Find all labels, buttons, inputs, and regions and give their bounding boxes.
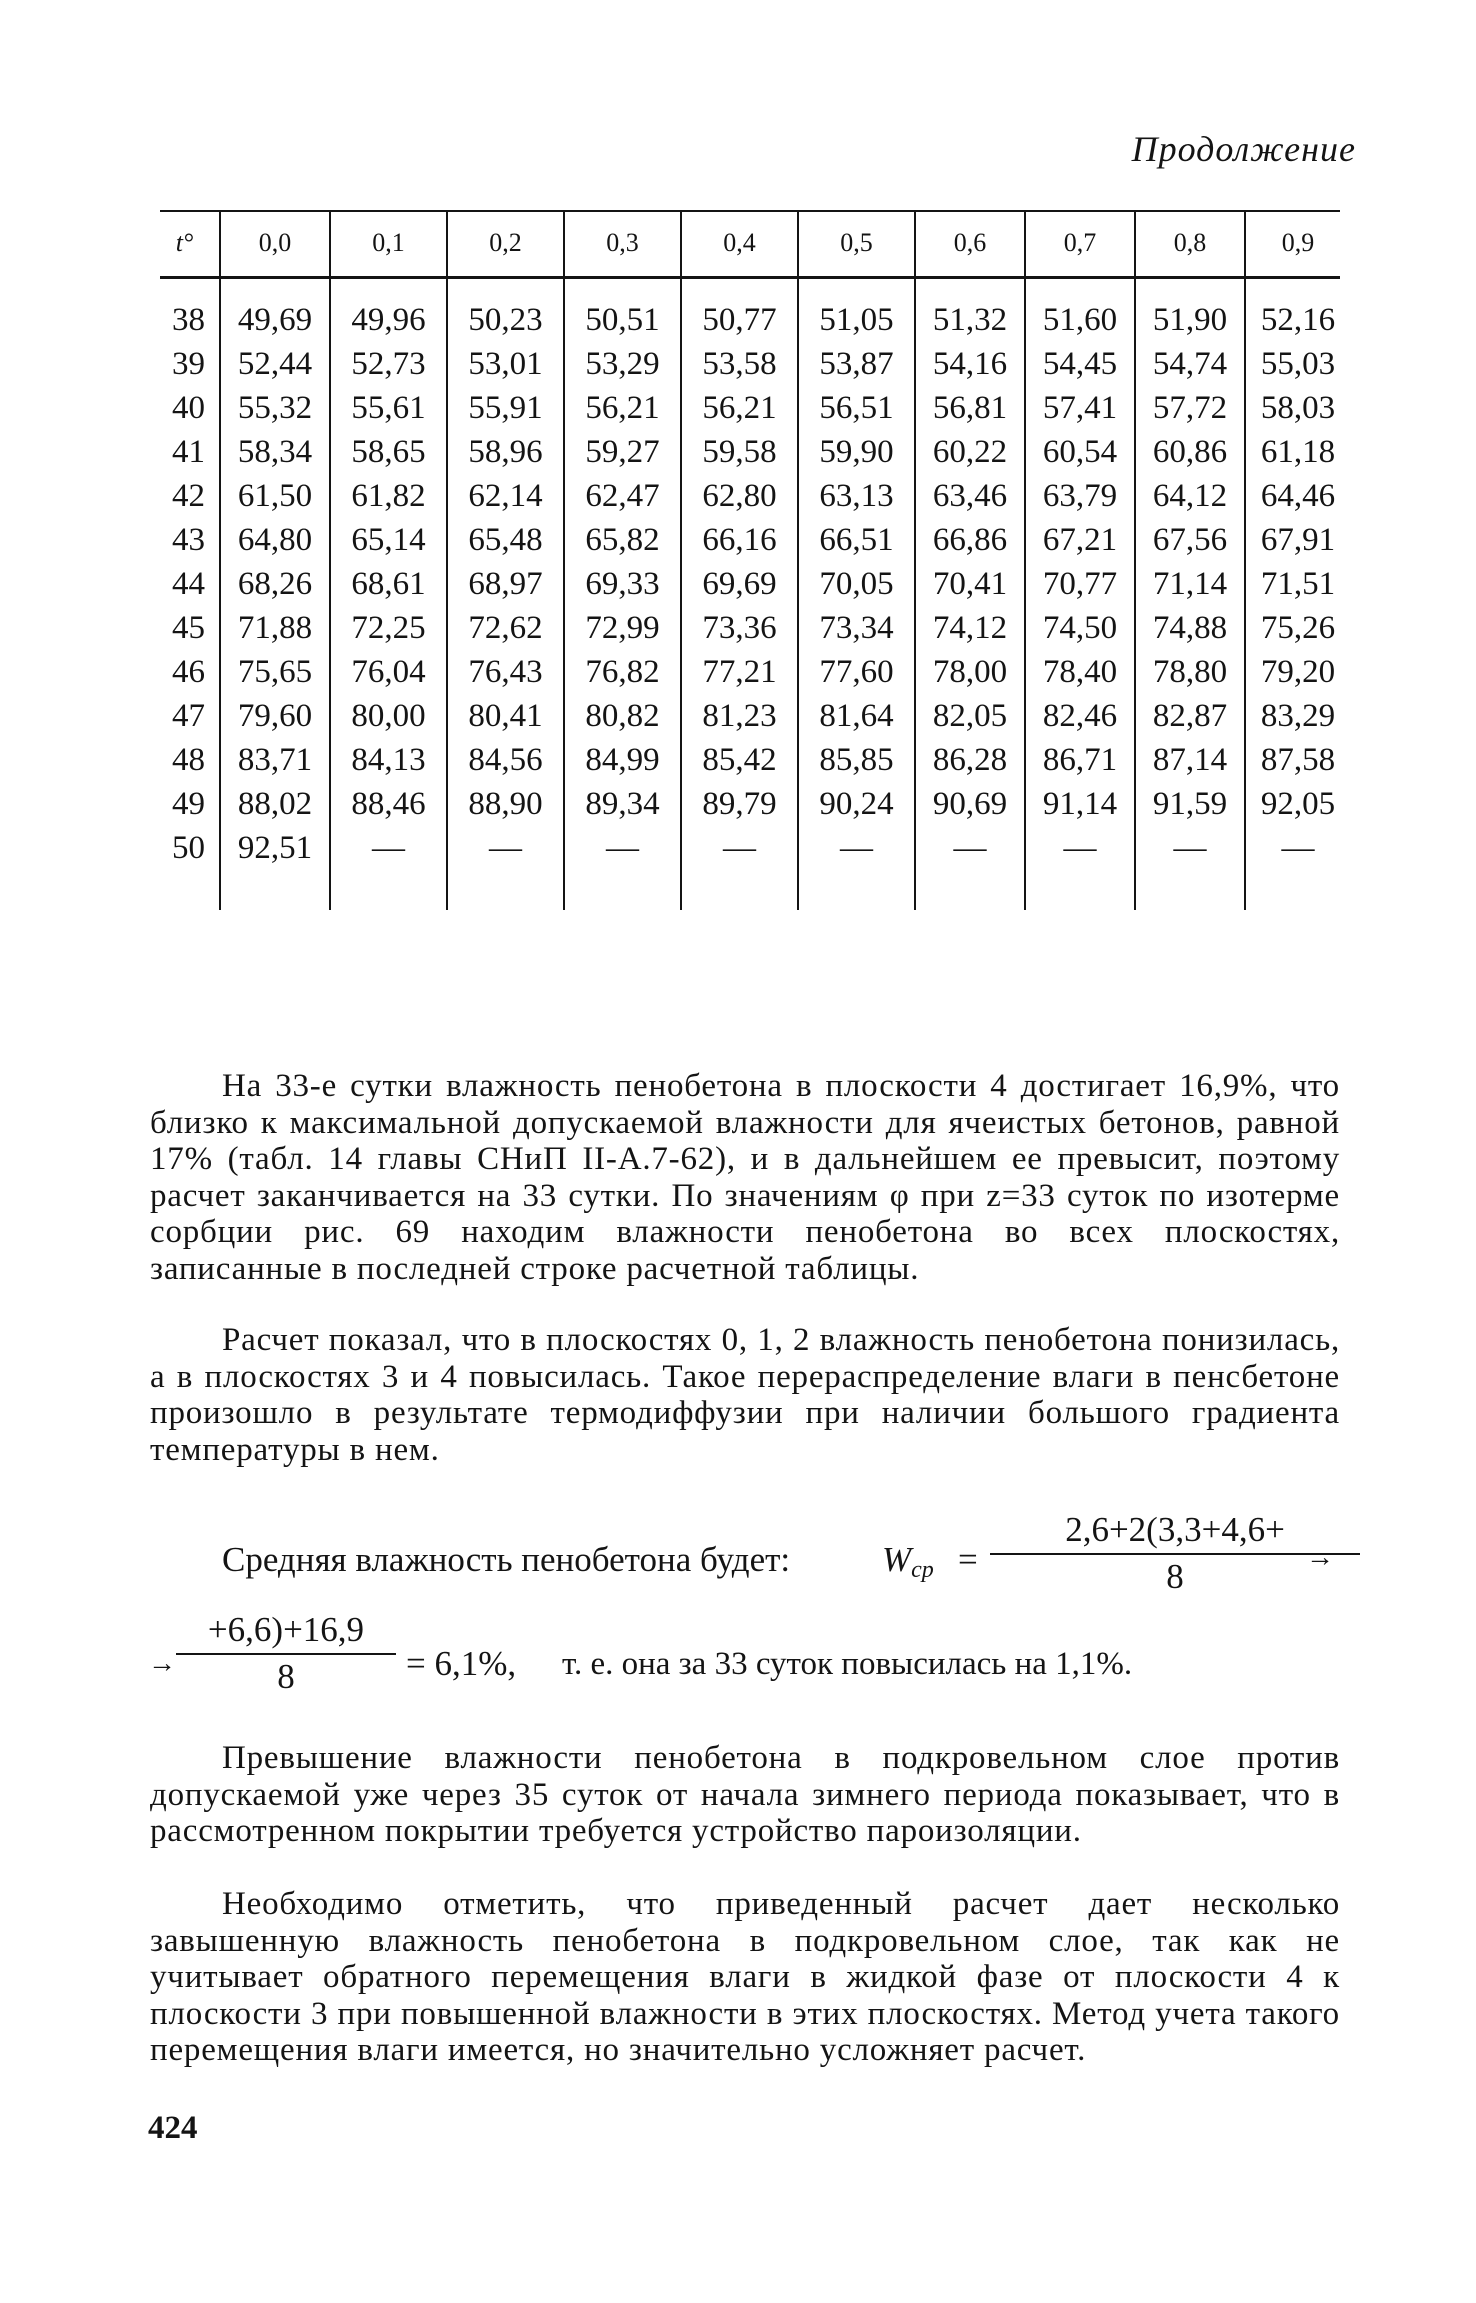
table-cell: 89,34 — [564, 782, 681, 826]
table-cell: 82,05 — [915, 694, 1025, 738]
equation-line-2 — [148, 1610, 1338, 1700]
table-cell: 65,82 — [564, 518, 681, 562]
table-cell: 56,81 — [915, 386, 1025, 430]
table-cell: 54,74 — [1135, 342, 1245, 386]
table-cell: 76,43 — [447, 650, 564, 694]
fraction-1-bar — [990, 1553, 1360, 1555]
column-header: 0,3 — [564, 210, 681, 276]
table-cell: 59,27 — [564, 430, 681, 474]
table-cell: 74,12 — [915, 606, 1025, 650]
column-header: 0,0 — [220, 210, 330, 276]
table-cell: 83,71 — [220, 738, 330, 782]
table-cell: 84,13 — [330, 738, 447, 782]
equation-line-1 — [222, 1510, 1342, 1600]
spacer-cell — [150, 276, 220, 298]
table-cell: 78,00 — [915, 650, 1025, 694]
table-cell: 72,25 — [330, 606, 447, 650]
table-cell: 50,77 — [681, 298, 798, 342]
table-cell: 87,14 — [1135, 738, 1245, 782]
table-cell: 58,34 — [220, 430, 330, 474]
table-cell: 69,33 — [564, 562, 681, 606]
table-cell: 86,28 — [915, 738, 1025, 782]
table-row — [150, 650, 1350, 694]
arrow-icon: → — [148, 1648, 176, 1679]
table-cell: 64,12 — [1135, 474, 1245, 518]
tail-cell — [330, 870, 447, 910]
table-cell: 88,02 — [220, 782, 330, 826]
table-cell: 51,90 — [1135, 298, 1245, 342]
table-cell: 50,23 — [447, 298, 564, 342]
spacer-cell — [330, 276, 447, 298]
column-header: 0,1 — [330, 210, 447, 276]
table-cell: 71,14 — [1135, 562, 1245, 606]
paragraph-3: Превышение влажности пенобетона в подкровельном слое против допускаемой уже через 35 суток от начала зимнего периода показывает, что в рассмотренном покрытии требуется устройство пароизоляции. — [150, 1740, 1340, 1849]
tail-cell — [915, 870, 1025, 910]
column-header: 0,5 — [798, 210, 915, 276]
table-cell: 51,05 — [798, 298, 915, 342]
table-cell: 78,40 — [1025, 650, 1135, 694]
table-cell: 79,60 — [220, 694, 330, 738]
table-cell: 73,36 — [681, 606, 798, 650]
row-temperature: 45 — [172, 610, 205, 646]
tail-cell — [220, 870, 330, 910]
table-cell: 66,51 — [798, 518, 915, 562]
table-cell: 65,14 — [330, 518, 447, 562]
table-cell: 53,29 — [564, 342, 681, 386]
table-cell: 71,51 — [1245, 562, 1350, 606]
tail-cell — [1245, 870, 1350, 910]
table-row — [150, 782, 1350, 826]
tail-cell — [681, 870, 798, 910]
table-cell: 58,96 — [447, 430, 564, 474]
table-cell: 71,88 — [220, 606, 330, 650]
table-cell: 85,85 — [798, 738, 915, 782]
table-row — [150, 826, 1350, 870]
table-cell: 83,29 — [1245, 694, 1350, 738]
table-row — [150, 562, 1350, 606]
table-cell: 86,71 — [1025, 738, 1135, 782]
tail-cell — [447, 870, 564, 910]
table-cell: 70,05 — [798, 562, 915, 606]
equation-result: = 6,1%, — [406, 1644, 517, 1683]
row-temperature: 47 — [172, 698, 205, 734]
table-cell: 87,58 — [1245, 738, 1350, 782]
table-cell: — — [564, 826, 681, 870]
table-cell: 65,48 — [447, 518, 564, 562]
fraction-2 — [176, 1610, 396, 1695]
table-cell: 54,16 — [915, 342, 1025, 386]
table-cell: 75,65 — [220, 650, 330, 694]
table-cell: 52,73 — [330, 342, 447, 386]
fraction-2-denominator: 8 — [277, 1657, 295, 1696]
table-cell: — — [681, 826, 798, 870]
column-header: 0,8 — [1135, 210, 1245, 276]
paragraph-1: На 33-е сутки влажность пенобетона в плоскости 4 достигает 16,9%, что близко к максимальной допускаемой влажности для ячеистых бетонов, равной 17% (табл. 14 главы СНиП II-А.7-62), и в дальнейшем ее превысит, поэтому расчет заканчивается на 33 сутки. По значениям φ при z=33 суток по изотерме сорбции рис. 69 находим влажности пенобетона во всех плоскостях, записанные в последней строке расчетной таблицы. — [150, 1068, 1340, 1287]
table-cell: 70,41 — [915, 562, 1025, 606]
table-cell: 81,64 — [798, 694, 915, 738]
table-cell: 91,14 — [1025, 782, 1135, 826]
column-header: 0,6 — [915, 210, 1025, 276]
table-cell: 80,82 — [564, 694, 681, 738]
row-temperature: 42 — [172, 478, 205, 514]
table-cell: 51,32 — [915, 298, 1025, 342]
table-tail-row — [150, 870, 1350, 910]
table-cell: 56,51 — [798, 386, 915, 430]
table-cell: 75,26 — [1245, 606, 1350, 650]
continuation-label: Продолжение — [1131, 129, 1356, 169]
table-cell: 64,80 — [220, 518, 330, 562]
table-cell: 57,41 — [1025, 386, 1135, 430]
spacer-cell — [915, 276, 1025, 298]
table-cell: 77,21 — [681, 650, 798, 694]
table-cell: 53,87 — [798, 342, 915, 386]
row-temperature: 38 — [172, 302, 205, 338]
table-header-row — [150, 210, 1350, 276]
table-cell: 57,72 — [1135, 386, 1245, 430]
table-cell: 89,79 — [681, 782, 798, 826]
table-cell: 84,99 — [564, 738, 681, 782]
row-temperature: 49 — [172, 786, 205, 822]
spacer-cell — [220, 276, 330, 298]
table-cell: — — [798, 826, 915, 870]
table-cell: 74,50 — [1025, 606, 1135, 650]
table-row — [150, 386, 1350, 430]
table-cell: 63,46 — [915, 474, 1025, 518]
table-cell: 88,90 — [447, 782, 564, 826]
table-cell: 55,03 — [1245, 342, 1350, 386]
paragraph-4: Необходимо отметить, что приведенный расчет дает несколько завышенную влажность пенобетона в подкровельном слое, так как не учитывает обратного перемещения влаги в жидкой фазе от плоскости 4 к плоскости 3 при повышенной влажности в этих плоскостях. Метод учета такого перемещения влаги имеется, но значительно усложняет расчет. — [150, 1886, 1340, 2068]
row-temperature: 40 — [172, 390, 205, 426]
table-body — [150, 276, 1350, 910]
spacer-cell — [1135, 276, 1245, 298]
table-cell: 85,42 — [681, 738, 798, 782]
spacer-cell — [447, 276, 564, 298]
row-temperature: 39 — [172, 346, 205, 382]
table-cell: 82,87 — [1135, 694, 1245, 738]
equation-lead: Средняя влажность пенобетона будет: — [222, 1540, 791, 1579]
table-cell: 90,24 — [798, 782, 915, 826]
table-cell: 49,96 — [330, 298, 447, 342]
table-cell: 76,82 — [564, 650, 681, 694]
table-cell: — — [1025, 826, 1135, 870]
table-cell: 63,13 — [798, 474, 915, 518]
column-header: 0,9 — [1245, 210, 1350, 276]
column-header-t: t° — [175, 228, 194, 257]
table-cell: 59,90 — [798, 430, 915, 474]
table-cell: 88,46 — [330, 782, 447, 826]
row-temperature: 43 — [172, 522, 205, 558]
equation-equals: = — [958, 1540, 978, 1579]
table-cell: 80,41 — [447, 694, 564, 738]
page-number: 424 — [148, 2110, 198, 2146]
table-cell: 63,79 — [1025, 474, 1135, 518]
table-cell: 54,45 — [1025, 342, 1135, 386]
table-cell: 69,69 — [681, 562, 798, 606]
fraction-1 — [990, 1510, 1360, 1595]
table-cell: 50,51 — [564, 298, 681, 342]
table-cell: 82,46 — [1025, 694, 1135, 738]
paragraph-2: Расчет показал, что в плоскостях 0, 1, 2 влажность пенобетона понизилась, а в плоскостях 3 и 4 повысилась. Такое перераспределение влаги в пенсбетоне произошло в результате термодиффузии при наличии большого градиента температуры в нем. — [150, 1322, 1340, 1468]
table-row — [150, 474, 1350, 518]
row-temperature: 48 — [172, 742, 205, 778]
table-cell: 62,80 — [681, 474, 798, 518]
row-temperature: 46 — [172, 654, 205, 690]
table-cell: 67,91 — [1245, 518, 1350, 562]
table-cell: 73,34 — [798, 606, 915, 650]
column-header: 0,2 — [447, 210, 564, 276]
fraction-1-numerator: 2,6+2(3,3+4,6+ — [1065, 1510, 1285, 1549]
table-cell: 68,97 — [447, 562, 564, 606]
spacer-cell — [798, 276, 915, 298]
table-cell: 66,86 — [915, 518, 1025, 562]
table-cell: 79,20 — [1245, 650, 1350, 694]
table-cell: 60,86 — [1135, 430, 1245, 474]
row-temperature: 41 — [172, 434, 205, 470]
table-cell: 92,05 — [1245, 782, 1350, 826]
tail-cell — [150, 870, 220, 910]
spacer-cell — [1245, 276, 1350, 298]
column-header: 0,4 — [681, 210, 798, 276]
table-cell: — — [330, 826, 447, 870]
row-temperature: 44 — [172, 566, 205, 602]
table-cell: 92,51 — [220, 826, 330, 870]
table-cell: 52,44 — [220, 342, 330, 386]
table-cell: — — [915, 826, 1025, 870]
table-cell: 53,58 — [681, 342, 798, 386]
table-row — [150, 694, 1350, 738]
table-cell: 67,21 — [1025, 518, 1135, 562]
table-cell: 61,18 — [1245, 430, 1350, 474]
table-cell: — — [1245, 826, 1350, 870]
data-table — [150, 210, 1350, 910]
fraction-2-numerator: +6,6)+16,9 — [207, 1610, 365, 1649]
table-cell: 61,50 — [220, 474, 330, 518]
spacer-cell — [564, 276, 681, 298]
arrow-icon: → — [1306, 1542, 1334, 1573]
table-cell: 67,56 — [1135, 518, 1245, 562]
table-cell: 74,88 — [1135, 606, 1245, 650]
table-cell: 58,03 — [1245, 386, 1350, 430]
table-row — [150, 342, 1350, 386]
table-cell: 55,32 — [220, 386, 330, 430]
spacer-cell — [681, 276, 798, 298]
row-temperature: 50 — [172, 830, 205, 866]
table-row — [150, 518, 1350, 562]
table-row — [150, 606, 1350, 650]
table-cell: 72,99 — [564, 606, 681, 650]
table-cell: 76,04 — [330, 650, 447, 694]
table-cell: 62,14 — [447, 474, 564, 518]
table-spacer-row — [150, 276, 1350, 298]
table-cell: 64,46 — [1245, 474, 1350, 518]
table-cell: — — [1135, 826, 1245, 870]
table-cell: 80,00 — [330, 694, 447, 738]
table-cell: 66,16 — [681, 518, 798, 562]
table-cell: 90,69 — [915, 782, 1025, 826]
table-cell: 70,77 — [1025, 562, 1135, 606]
tail-cell — [798, 870, 915, 910]
table-cell: 62,47 — [564, 474, 681, 518]
fraction-2-bar — [176, 1653, 396, 1655]
equation-tail: т. е. она за 33 суток повысилась на 1,1%. — [562, 1646, 1133, 1682]
table-cell: 77,60 — [798, 650, 915, 694]
table-cell: 91,59 — [1135, 782, 1245, 826]
tail-cell — [1135, 870, 1245, 910]
table-row — [150, 298, 1350, 342]
table-row — [150, 738, 1350, 782]
table-cell: 68,26 — [220, 562, 330, 606]
table-cell: 72,62 — [447, 606, 564, 650]
table-cell: 49,69 — [220, 298, 330, 342]
table-cell: 81,23 — [681, 694, 798, 738]
table-cell: 56,21 — [564, 386, 681, 430]
table-row — [150, 430, 1350, 474]
table-cell: 60,22 — [915, 430, 1025, 474]
table-cell: 51,60 — [1025, 298, 1135, 342]
table-cell: 58,65 — [330, 430, 447, 474]
table-cell: 68,61 — [330, 562, 447, 606]
table-cell: 84,56 — [447, 738, 564, 782]
table-cell: — — [447, 826, 564, 870]
table-cell: 53,01 — [447, 342, 564, 386]
table-cell: 78,80 — [1135, 650, 1245, 694]
table-cell: 55,91 — [447, 386, 564, 430]
column-header: 0,7 — [1025, 210, 1135, 276]
tail-cell — [1025, 870, 1135, 910]
table-cell: 60,54 — [1025, 430, 1135, 474]
table-cell: 55,61 — [330, 386, 447, 430]
tail-cell — [564, 870, 681, 910]
table-cell: 52,16 — [1245, 298, 1350, 342]
table-cell: 59,58 — [681, 430, 798, 474]
equation-symbol: Wср — [882, 1540, 934, 1583]
fraction-1-denominator: 8 — [1166, 1557, 1184, 1596]
table-cell: 61,82 — [330, 474, 447, 518]
table-cell: 56,21 — [681, 386, 798, 430]
spacer-cell — [1025, 276, 1135, 298]
